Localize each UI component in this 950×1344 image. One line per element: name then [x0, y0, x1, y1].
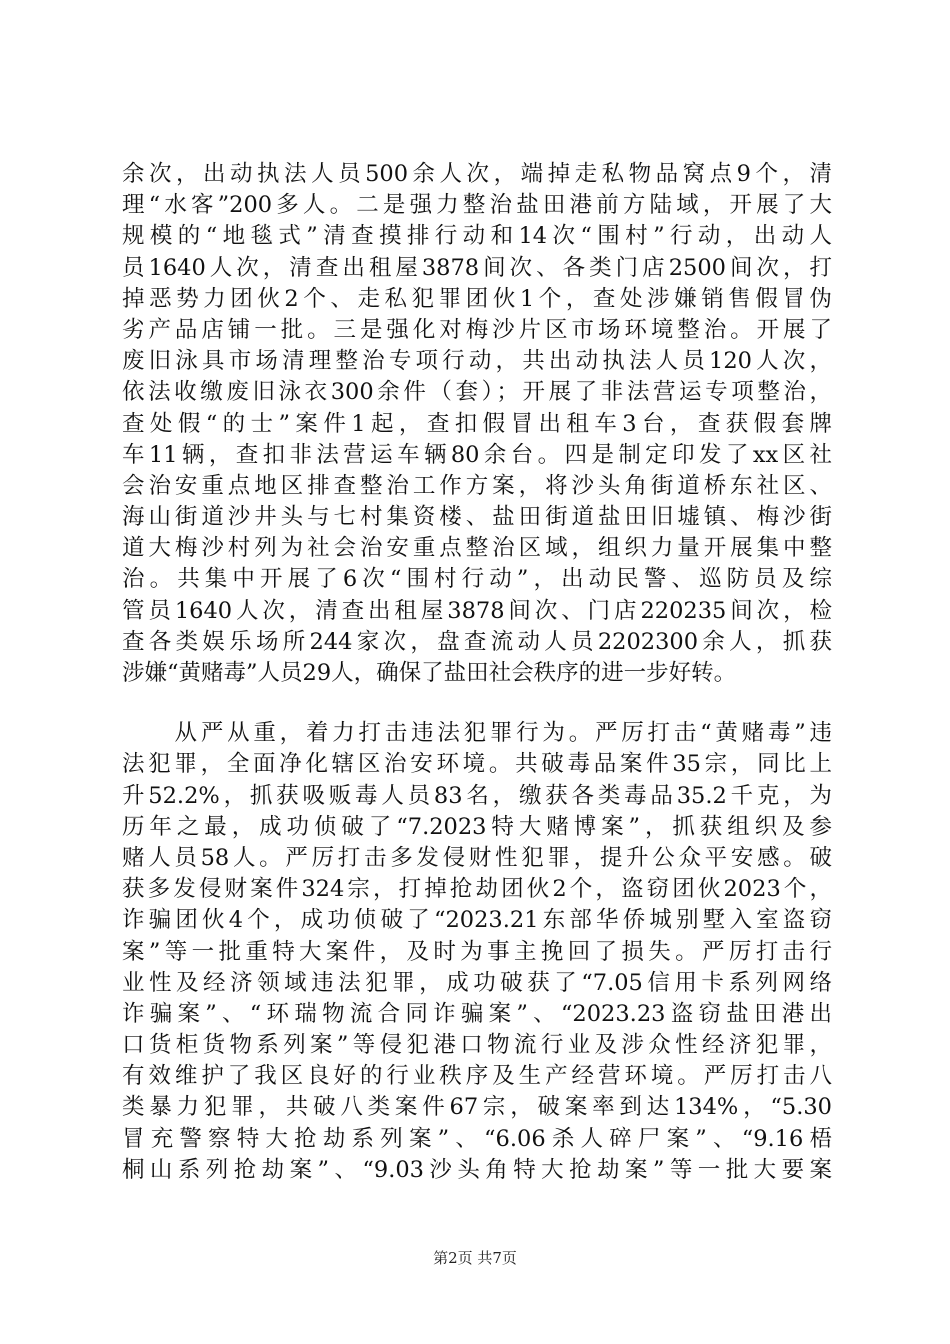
paragraph-1: [122, 159, 832, 689]
text-line: 车11辆，查扣非法营运车辆80余台。四是制定印发了xx区社: [122, 441, 832, 468]
text-line: 获多发侵财案件324宗，打掉抢劫团伙2个，盗窃团伙2023个，: [122, 876, 832, 903]
text-line: 涉嫌“黄赌毒”人员29人，确保了盐田社会秩序的进一步好转。: [122, 660, 737, 686]
text-line: 类暴力犯罪，共破八类案件67宗，破案率到达134%，“5.30: [122, 1094, 832, 1121]
text-line: 依法收缴废旧泳衣300余件（套）；开展了非法营运专项整治，: [122, 379, 832, 406]
text-line: 升52.2%，抓获吸贩毒人员83名，缴获各类毒品35.2千克，为: [122, 782, 832, 809]
text-line: 劣产品店铺一批。三是强化对梅沙片区市场环境整治。开展了: [122, 316, 832, 343]
text-line: 理“水客”200多人。二是强力整治盐田港前方陆域，开展了大: [122, 192, 832, 219]
page-number: 第2页 共7页: [433, 1249, 517, 1267]
text-line: 规模的“地毯式”清查摸排行动和14次“围村”行动，出动人: [122, 223, 832, 250]
text-line: 掉恶势力团伙2个、走私犯罪团伙1个，查处涉嫌销售假冒伪: [122, 285, 832, 312]
text-line: 有效维护了我区良好的行业秩序及生产经营环境。严厉打击八: [122, 1063, 832, 1090]
text-line: 会治安重点地区排查整治工作方案，将沙头角街道桥东社区、: [122, 472, 832, 499]
paragraph-gap: [122, 689, 832, 718]
text-line: 桐山系列抢劫案”、“9.03沙头角特大抢劫案”等一批大要案: [122, 1156, 832, 1183]
text-line: 诈骗案”、“环瑞物流合同诈骗案”、“2023.23盗窃盐田港出: [122, 1000, 832, 1027]
text-line: 从严从重，着力打击违法犯罪行为。严厉打击“黄赌毒”违: [122, 720, 832, 747]
text-line: 查处假“的士”案件1起，查扣假冒出租车3台，查获假套牌: [122, 410, 832, 437]
paragraph-2: [122, 718, 832, 1186]
text-line: 废旧泳具市场清理整治专项行动，共出动执法人员120人次，: [122, 348, 832, 375]
text-line: 诈骗团伙4个，成功侦破了“2023.21东部华侨城别墅入室盗窃: [122, 907, 832, 934]
text-line: 管员1640人次，清查出租屋3878间次、门店220235间次，检: [122, 597, 832, 624]
text-line: 历年之最，成功侦破了“7.2023特大赌博案”，抓获组织及参: [122, 813, 832, 840]
text-line: 余次，出动执法人员500余人次，端掉走私物品窝点9个，清: [122, 161, 832, 187]
text-line: 员1640人次，清查出租屋3878间次、各类门店2500间次，打: [122, 254, 832, 281]
text-line: 冒充警察特大抢劫系列案”、“6.06杀人碎尸案”、“9.16梧: [122, 1125, 832, 1152]
text-line: 案”等一批重特大案件，及时为事主挽回了损失。严厉打击行: [122, 938, 832, 965]
text-line: 口货柜货物系列案”等侵犯港口物流行业及涉众性经济犯罪，: [122, 1032, 832, 1059]
text-line: 治。共集中开展了6次“围村行动”，出动民警、巡防员及综: [122, 566, 832, 593]
text-line: 海山街道沙井头与七村集资楼、盐田街道盐田旧墟镇、梅沙街: [122, 504, 832, 531]
text-line: 业性及经济领域违法犯罪，成功破获了“7.05信用卡系列网络: [122, 969, 832, 996]
text-line: 道大梅沙村列为社会治安重点整治区域，组织力量开展集中整: [122, 535, 832, 562]
text-line: 查各类娱乐场所244家次，盘查流动人员2202300余人，抓获: [122, 628, 832, 655]
text-line: 赌人员58人。严厉打击多发侵财性犯罪，提升公众平安感。破: [122, 844, 832, 871]
text-line: 法犯罪，全面净化辖区治安环境。共破毒品案件35宗，同比上: [122, 751, 832, 778]
document-body: [122, 159, 832, 1186]
